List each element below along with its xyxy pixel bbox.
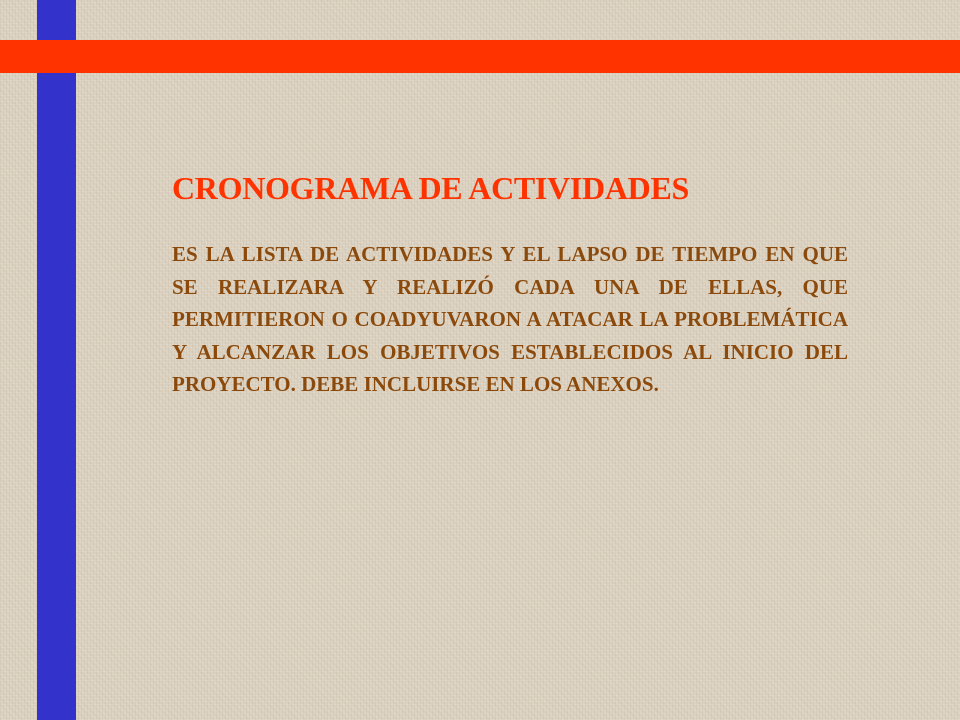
horizontal-accent-bar — [0, 40, 960, 73]
slide-body-text: ES LA LISTA DE ACTIVIDADES Y EL LAPSO DE TIEMPO EN QUE SE REALIZARA Y REALIZÓ CADA UNA DE ELLAS, QUE PERMITIERON O COADYUVARON A ATACAR LA PROBLEMÁTICA Y ALCANZAR LOS OBJETIVOS ESTABLECIDOS AL INICIO DEL PROYECTO. DEBE INCLUIRSE EN LOS ANEXOS. — [172, 242, 848, 396]
slide-title: CRONOGRAMA DE ACTIVIDADES — [172, 170, 690, 206]
vertical-accent-bar — [37, 0, 76, 720]
